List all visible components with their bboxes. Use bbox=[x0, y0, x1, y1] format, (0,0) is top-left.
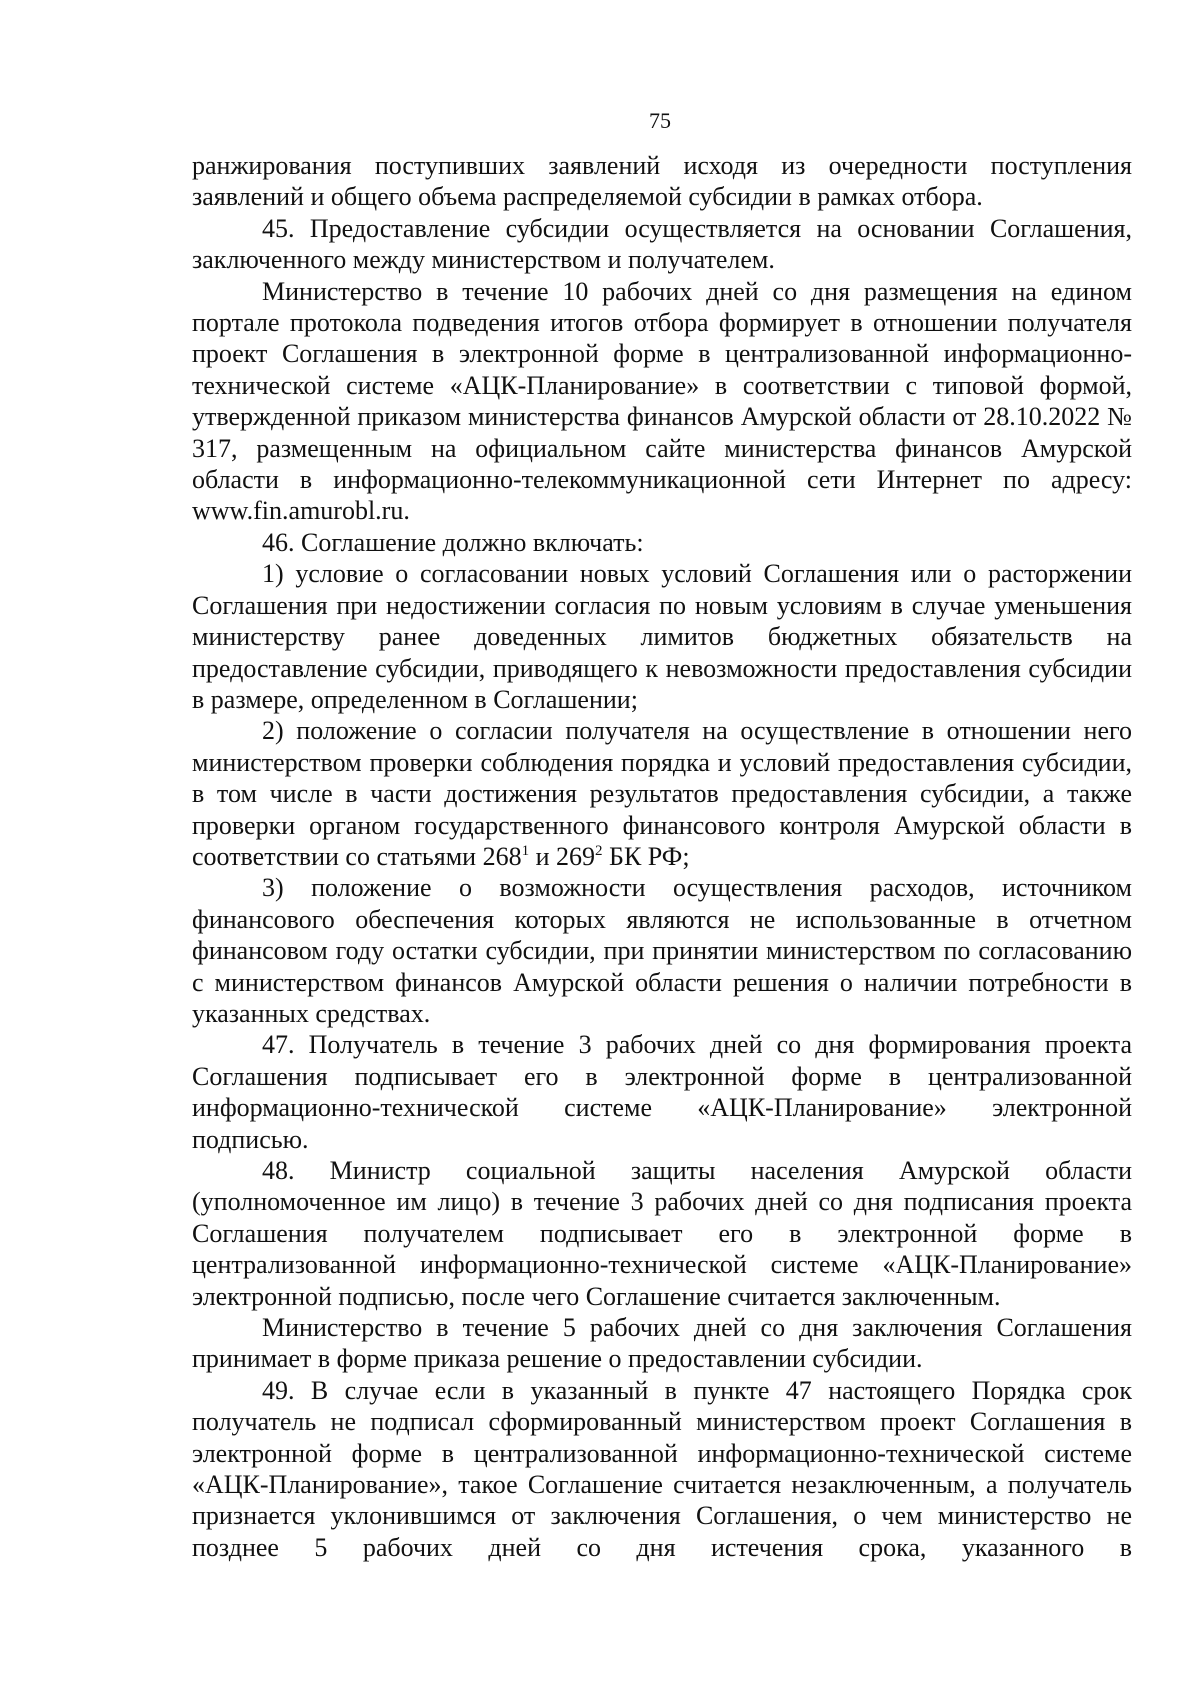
paragraph-45: 45. Предоставление субсидии осуществляется на основании Соглашения, заключенного между министерством и получателем. bbox=[192, 213, 1132, 275]
superscript-2: 2 bbox=[595, 842, 603, 859]
paragraph-45-ministry: Министерство в течение 10 рабочих дней со дня размещения на едином портале протокола подведения итогов отбора формирует в отношении получателя проект Соглашения в электронной форме в централизованной информационно-технической системе «АЦК-Планирование» в соответствии с типовой формой, утвержденной приказом министерства финансов Амурской области от 28.10.2022 № 317, размещенным на официальном сайте министерства финансов Амурской области в информационно-телекоммуникационной сети Интернет по адресу: www.fin.amurobl.ru. bbox=[192, 276, 1132, 526]
paragraph-46-item-2-end: БК РФ; bbox=[602, 841, 690, 871]
paragraph-46-item-2-middle: и 269 bbox=[529, 841, 596, 871]
paragraph-48-ministry: Министерство в течение 5 рабочих дней со дня заключения Соглашения принимает в форме приказа решение о предоставлении субсидии. bbox=[192, 1313, 1132, 1374]
paragraph-continuation: ранжирования поступивших заявлений исходя из очередности поступления заявлений и общего объема распределяемой субсидии в рамках отбора. bbox=[192, 151, 1132, 212]
paragraph-47: 47. Получатель в течение 3 рабочих дней со дня формирования проекта Соглашения подписывает его в электронной форме в централизованной информационно-технической системе «АЦК-Планирование» электронной подписью. bbox=[192, 1030, 1132, 1154]
paragraph-49: 49. В случае если в указанный в пункте 47 настоящего Порядка срок получатель не подписал сформированный министерством проект Соглашения в электронной форме в централизованной информационно-технической системе «АЦК-Планирование», такое Соглашение считается незаключенным, а получатель признается уклонившимся от заключения Соглашения, о чем министерство не позднее 5 рабочих дней со дня истечения срока, указанного в bbox=[192, 1375, 1132, 1562]
paragraph-46: 46. Соглашение должно включать: bbox=[262, 527, 644, 557]
document-body bbox=[192, 150, 1132, 1563]
paragraph-46-item-1: 1) условие о согласовании новых условий Соглашения или о расторжении Соглашения при недостижении согласия по новым условиям в случае уменьшения министерству ранее доведенных лимитов бюджетных обязательств на предоставление субсидии, приводящего к невозможности предоставления субсидии в размере, определенном в Соглашении; bbox=[192, 559, 1132, 714]
paragraph-46-item-3: 3) положение о возможности осуществления расходов, источником финансового обеспечения которых являются не использованные в отчетном финансовом году остатки субсидии, при принятии министерством по согласованию с министерством финансов Амурской области решения о наличии потребности в указанных средствах. bbox=[192, 873, 1132, 1028]
paragraph-46-item-2-text: 2) положение о согласии получателя на осуществление в отношении него министерством проверки соблюдения порядка и условий предоставления субсидии, в том числе в части достижения результатов предоставления субсидии, а также проверки органом государственного финансового контроля Амурской области в соответствии со статьями 268 bbox=[192, 716, 1132, 871]
page-number: 75 bbox=[649, 108, 671, 133]
paragraph-48: 48. Министр социальной защиты населения Амурской области (уполномоченное им лицо) в течение 3 рабочих дней со дня подписания проекта Соглашения получателем подписывает его в электронной форме в централизованной информационно-технической системе «АЦК-Планирование» электронной подписью, после чего Соглашение считается заключенным. bbox=[192, 1156, 1132, 1311]
paragraph-46-item-2 bbox=[192, 715, 1132, 872]
superscript-1: 1 bbox=[521, 842, 530, 859]
